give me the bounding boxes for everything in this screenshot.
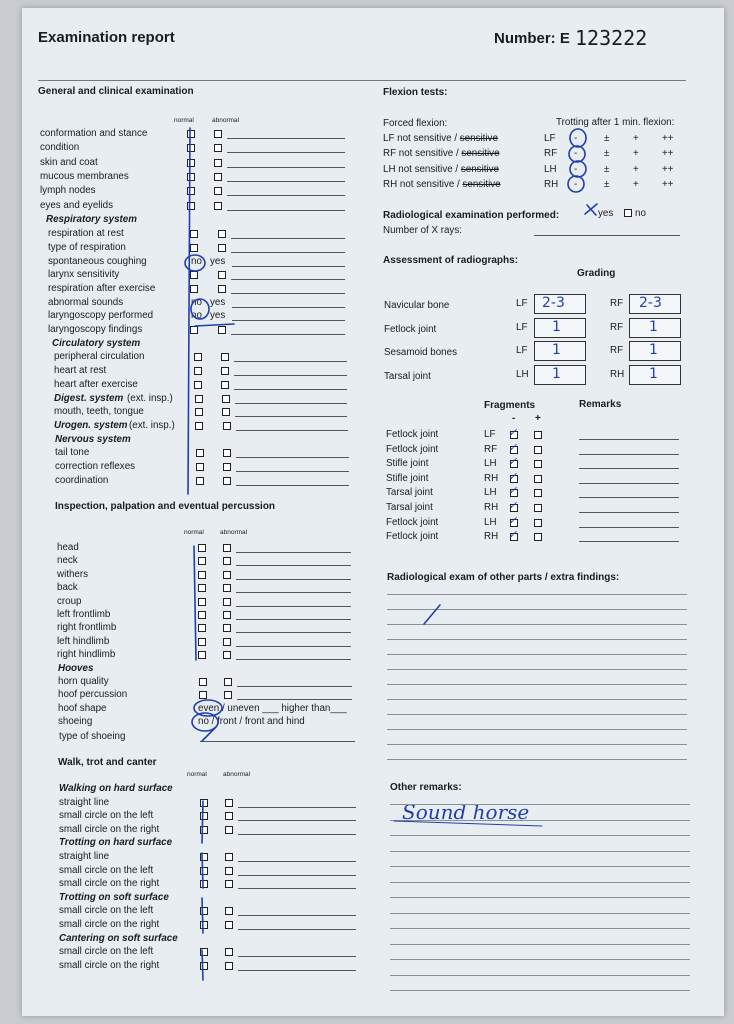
- flexion-rf-grade-0[interactable]: -: [574, 148, 578, 160]
- shoeing-options[interactable]: no / front / front and hind: [198, 716, 305, 728]
- flexion-lh-grade-0[interactable]: -: [574, 163, 578, 175]
- insp-left-frontlimb-label: left frontlimb: [57, 609, 111, 620]
- correction-reflexes-label: correction reflexes: [55, 461, 136, 472]
- other-parts-heading: Radiological exam of other parts / extra findings:: [387, 572, 620, 583]
- fragment-tarsal-joint-rh-label: Tarsal joint: [386, 502, 433, 513]
- insp-withers-label: withers: [57, 568, 89, 580]
- fragment-fetlock-joint-rf-label: Fetlock joint: [386, 443, 439, 455]
- walking-hard-straight-line-label: straight line: [59, 796, 110, 808]
- walking-hard-heading: Walking on hard surface: [59, 783, 173, 794]
- other-remarks-handwritten: Sound horse: [402, 800, 530, 824]
- shoeing-label: shoeing: [58, 716, 93, 728]
- fragment-stifle-joint-rh-leg: RH: [484, 472, 499, 484]
- fragment-fetlock-joint-rh-tick-mark: ✓: [508, 528, 518, 542]
- insp-croup-label: croup: [57, 595, 82, 607]
- cantering-soft-small-circle-on-the-right-label: small circle on the right: [59, 959, 160, 971]
- walk-normal-line-3: [202, 898, 203, 933]
- abnormal-sounds-yes-option[interactable]: yes: [210, 296, 226, 308]
- cantering-soft-heading: Cantering on soft surface: [59, 932, 178, 944]
- sesamoid-bones-grading-label: Sesamoid bones: [384, 347, 457, 359]
- walk-normal-line-1: [202, 801, 203, 843]
- flexion-rf-grade-1[interactable]: ±: [604, 148, 610, 160]
- fetlock-joint-grading-label: Fetlock joint: [384, 323, 437, 335]
- flexion-rh-sensitive-struck[interactable]: sensitive: [462, 178, 501, 190]
- handwriting-overlay: [22, 8, 724, 1016]
- laryngoscopy-performed-no-option[interactable]: no: [191, 310, 202, 322]
- fragment-fetlock-joint-lh-tick-mark: ✓: [508, 513, 518, 527]
- sesamoid-bones-left-grade-value: 1: [552, 342, 561, 359]
- inspection-col-normal: normal: [184, 529, 204, 536]
- remarks-heading: Remarks: [579, 399, 622, 410]
- spontaneous-coughing-no-option[interactable]: no: [191, 255, 202, 267]
- sesamoid-bones-right-grade-value: 1: [649, 342, 658, 359]
- walk-col-abnormal: abnormal: [223, 771, 251, 778]
- heart-after-exercise-label: heart after exercise: [54, 378, 138, 390]
- mucous-membranes-label: mucous membranes: [40, 170, 129, 182]
- fragment-fetlock-joint-rh-label: Fetlock joint: [386, 531, 439, 543]
- trotting-hard-straight-line-label: straight line: [59, 851, 110, 862]
- fragments-heading: Fragments: [484, 400, 536, 411]
- flexion-rf-not-sensitive[interactable]: RF not sensitive /: [383, 148, 462, 160]
- insp-neck-label: neck: [57, 555, 78, 567]
- fragment-fetlock-joint-lf-tick-mark: ✓: [508, 426, 518, 439]
- sesamoid-bones-right-leg: RF: [610, 345, 624, 357]
- trotting-hard-small-circle-on-the-left-label: small circle on the left: [59, 864, 154, 876]
- mouth-teeth-tongue-label: mouth, teeth, tongue: [54, 406, 144, 418]
- radiology-yes-mark: [585, 204, 597, 215]
- abnormal-sounds-no-option[interactable]: no: [191, 296, 202, 308]
- lymph-nodes-label: lymph nodes: [40, 185, 96, 197]
- insp-right-hindlimb-label: right hindlimb: [57, 649, 116, 661]
- fragment-stifle-joint-rh-label: Stifle joint: [386, 472, 429, 484]
- flexion-lf-grade-0[interactable]: -: [574, 133, 578, 144]
- fragment-fetlock-joint-rf-tick-mark: ✓: [508, 440, 518, 454]
- trotting-after-flexion-label: Trotting after 1 min. flexion:: [556, 117, 675, 128]
- larynx-sensitivity-label: larynx sensitivity: [48, 269, 120, 281]
- urogen-ext-insp: (ext. insp.): [129, 419, 175, 431]
- forced-flexion-label: Forced flexion:: [383, 118, 448, 129]
- fetlock-joint-left-leg: LF: [516, 321, 528, 333]
- tarsal-joint-left-grade-value: 1: [552, 365, 561, 382]
- navicular-bone-right-grade-value: 2-3: [639, 295, 662, 311]
- laryngoscopy-findings-label: laryngoscopy findings: [48, 324, 143, 335]
- flexion-lf-not-sensitive[interactable]: LF not sensitive /: [383, 133, 460, 144]
- flexion-lh-grade-2[interactable]: +: [633, 163, 639, 175]
- fragment-stifle-joint-lh-label: Stifle joint: [386, 458, 429, 470]
- flexion-lh-leg: LH: [544, 163, 557, 175]
- flexion-rh-not-sensitive[interactable]: RH not sensitive /: [383, 178, 463, 190]
- fragment-tarsal-joint-lh-tick-mark: ✓: [508, 484, 518, 498]
- coughing-no-circle: [185, 255, 205, 271]
- fragment-fetlock-joint-lf-leg: LF: [484, 429, 496, 440]
- fragment-stifle-joint-lh-tick-mark: ✓: [508, 455, 518, 469]
- flexion-rh-leg: RH: [544, 178, 559, 190]
- spontaneous-coughing-yes-option[interactable]: yes: [210, 255, 226, 267]
- fragment-fetlock-joint-rh-leg: RH: [484, 531, 499, 543]
- digest-ext-insp: (ext. insp.): [127, 392, 173, 404]
- trotting-soft-small-circle-on-the-left-label: small circle on the left: [59, 905, 154, 917]
- walking-hard-small-circle-on-the-right-label: small circle on the right: [59, 823, 160, 835]
- urogen-heading: Urogen. system: [54, 419, 128, 431]
- tarsal-joint-right-leg: RH: [610, 368, 625, 380]
- radiological-performed-label: Radiological examination performed:: [383, 210, 560, 221]
- tarsal-joint-grading-label: Tarsal joint: [384, 370, 431, 382]
- insp-back-label: back: [57, 582, 78, 594]
- fetlock-joint-right-grade-value: 1: [649, 318, 658, 335]
- flexion-rh-circle: [568, 176, 584, 192]
- insp-right-frontlimb-label: right frontlimb: [57, 622, 117, 634]
- type-of-respiration-label: type of respiration: [48, 241, 126, 253]
- general-col-normal: normal: [174, 117, 194, 124]
- flexion-lh-circle: [570, 161, 586, 177]
- navicular-bone-right-leg: RF: [610, 298, 624, 309]
- flexion-lf-leg: LF: [544, 133, 556, 144]
- fragment-tarsal-joint-lh-label: Tarsal joint: [386, 487, 433, 499]
- respiration-after-exercise-label: respiration after exercise: [48, 282, 156, 294]
- walking-hard-small-circle-on-the-left-label: small circle on the left: [59, 810, 154, 822]
- number-xrays-label: Number of X rays:: [383, 225, 462, 236]
- flexion-lh-not-sensitive[interactable]: LH not sensitive /: [383, 163, 461, 175]
- walk-heading: Walk, trot and canter: [58, 757, 157, 768]
- radiology-yes-label: yes: [598, 208, 614, 219]
- navicular-bone-grading-label: Navicular bone: [384, 300, 450, 311]
- walk-col-normal: normal: [187, 771, 207, 778]
- tarsal-joint-right-grade-value: 1: [649, 365, 658, 382]
- other-parts-stroke: [424, 605, 440, 624]
- fragment-tarsal-joint-rh-tick-mark: ✓: [508, 499, 518, 512]
- sound-horse-underline: [394, 821, 542, 826]
- flexion-lh-sensitive-struck[interactable]: sensitive: [460, 163, 499, 175]
- flexion-heading: Flexion tests:: [383, 87, 448, 98]
- abnormal-sounds-label: abnormal sounds: [48, 296, 124, 308]
- condition-label: condition: [40, 142, 80, 154]
- type-of-shoeing-label: type of shoeing: [59, 731, 126, 743]
- radiology-no-label: no: [635, 208, 646, 219]
- flexion-rf-grade-3[interactable]: ++: [662, 148, 674, 160]
- fragment-stifle-joint-lh-leg: LH: [484, 458, 497, 470]
- trotting-hard-small-circle-on-the-right-label: small circle on the right: [59, 878, 160, 890]
- navicular-bone-left-grade-value: 2-3: [542, 295, 565, 311]
- flexion-rf-sensitive-struck[interactable]: sensitive: [461, 148, 500, 160]
- inspection-col-abnormal: abnormal: [220, 529, 248, 536]
- report-number-label: Number: E: [494, 30, 570, 47]
- flexion-lf-grade-1[interactable]: ±: [604, 133, 610, 144]
- fragment-tarsal-joint-rh-leg: RH: [484, 502, 499, 513]
- fragments-minus: -: [512, 413, 516, 424]
- walk-normal-line-4: [202, 950, 203, 980]
- fragment-fetlock-joint-lh-label: Fetlock joint: [386, 516, 439, 528]
- report-title: Examination report: [38, 29, 175, 46]
- trotting-soft-heading: Trotting on soft surface: [59, 891, 169, 903]
- grading-heading: Grading: [577, 268, 616, 279]
- eyes-and-eyelids-label: eyes and eyelids: [40, 199, 113, 211]
- fragment-stifle-joint-rh-tick-mark: ✓: [508, 469, 518, 483]
- digest-heading: Digest. system: [54, 392, 124, 404]
- hoof-percussion-label: hoof percussion: [58, 689, 128, 701]
- sounds-no-circle: [191, 296, 209, 322]
- general-heading: General and clinical examination: [38, 86, 194, 97]
- flexion-lf-circle: [570, 129, 586, 147]
- hoof-shape-label: hoof shape: [58, 702, 107, 714]
- circulatory-heading: Circulatory system: [52, 337, 141, 349]
- insp-left-hindlimb-label: left hindlimb: [57, 635, 110, 647]
- respiratory-heading: Respiratory system: [46, 213, 137, 225]
- trotting-hard-heading: Trotting on hard surface: [59, 837, 173, 849]
- inspection-heading: Inspection, palpation and eventual percussion: [55, 501, 276, 512]
- trotting-soft-small-circle-on-the-right-label: small circle on the right: [59, 919, 160, 930]
- sesamoid-bones-left-leg: LF: [516, 345, 528, 357]
- report-number-value: 123222: [575, 26, 648, 50]
- assessment-heading: Assessment of radiographs:: [383, 255, 519, 266]
- other-remarks-heading: Other remarks:: [390, 782, 462, 793]
- laryngoscopy-performed-label: laryngoscopy performed: [48, 310, 154, 322]
- inspection-normal-checkmark-line: [194, 546, 196, 660]
- conformation-and-stance-label: conformation and stance: [40, 128, 148, 139]
- navicular-bone-left-leg: LF: [516, 298, 528, 309]
- flexion-lf-grade-2[interactable]: +: [633, 133, 639, 144]
- flexion-lh-grade-3[interactable]: ++: [662, 163, 674, 175]
- fragment-fetlock-joint-lf-label: Fetlock joint: [386, 429, 439, 440]
- flexion-rf-circle: [569, 146, 585, 162]
- nervous-heading: Nervous system: [55, 433, 131, 445]
- fragments-plus: +: [535, 413, 541, 424]
- tail-tone-label: tail tone: [55, 447, 90, 459]
- heart-at-rest-label: heart at rest: [54, 365, 107, 377]
- flexion-rf-grade-2[interactable]: +: [633, 148, 639, 160]
- respiration-at-rest-label: respiration at rest: [48, 228, 124, 240]
- flexion-rh-grade-3[interactable]: ++: [662, 178, 674, 190]
- laryngoscopy-performed-yes-option[interactable]: yes: [210, 310, 226, 322]
- flexion-rh-grade-1[interactable]: ±: [604, 178, 610, 190]
- flexion-rf-leg: RF: [544, 148, 558, 160]
- horn-quality-label: horn quality: [58, 676, 109, 687]
- flexion-lf-grade-3[interactable]: ++: [662, 133, 674, 144]
- fetlock-joint-right-leg: RF: [610, 321, 624, 333]
- walk-normal-line-2: [202, 853, 203, 888]
- peripheral-circulation-label: peripheral circulation: [54, 351, 145, 363]
- tarsal-joint-left-leg: LH: [516, 368, 529, 380]
- hooves-heading: Hooves: [58, 662, 94, 674]
- fetlock-joint-left-grade-value: 1: [552, 318, 561, 335]
- examination-report-sheet: [22, 8, 724, 1016]
- fragment-fetlock-joint-rf-leg: RF: [484, 443, 498, 455]
- coordination-label: coordination: [55, 474, 109, 486]
- hoof-shape-options[interactable]: even / uneven ___ higher than___: [198, 702, 347, 714]
- flexion-lf-sensitive-struck[interactable]: sensitive: [459, 133, 498, 144]
- shoeing-type-stroke: [202, 727, 216, 741]
- skin-and-coat-label: skin and coat: [40, 156, 98, 168]
- flexion-rh-grade-0[interactable]: -: [574, 178, 578, 190]
- general-col-abnormal: abnormal: [212, 117, 240, 124]
- general-normal-checkmark-line: [188, 128, 190, 494]
- cantering-soft-small-circle-on-the-left-label: small circle on the left: [59, 946, 154, 958]
- spontaneous-coughing-label: spontaneous coughing: [48, 255, 147, 267]
- fragment-tarsal-joint-lh-leg: LH: [484, 487, 497, 499]
- flexion-lh-grade-1[interactable]: ±: [604, 163, 610, 175]
- fragment-fetlock-joint-lh-leg: LH: [484, 516, 497, 528]
- flexion-rh-grade-2[interactable]: +: [633, 178, 639, 190]
- laryngoscopy-underline: [195, 324, 234, 326]
- insp-head-label: head: [57, 542, 79, 553]
